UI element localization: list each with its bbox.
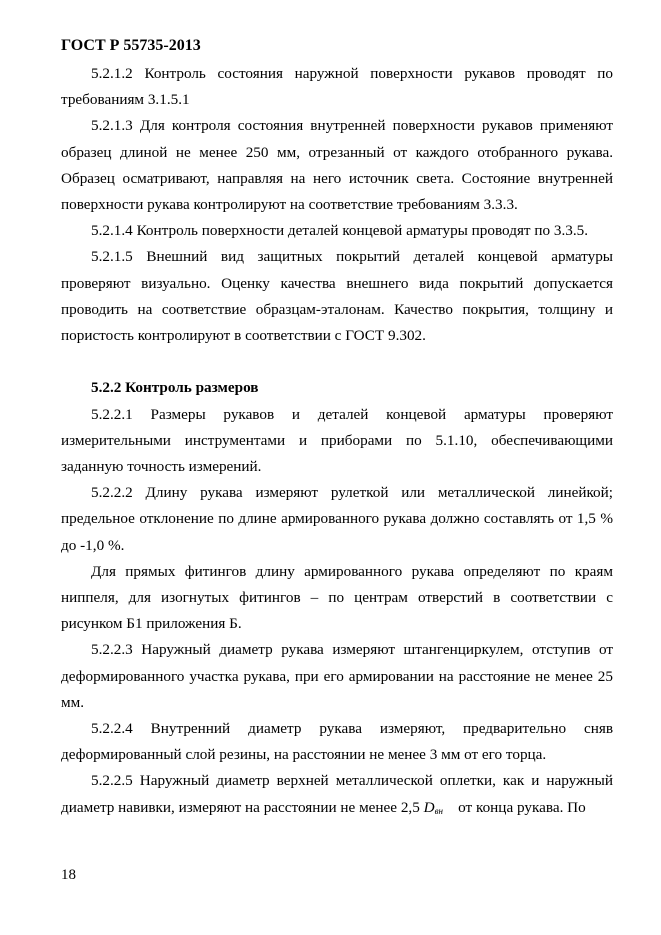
paragraph-5-2-1-3: 5.2.1.3 Для контроля состояния внутренней поверхности рукавов применяют образец длиной не менее 250 мм, отрезанный от каждого отобранного рукава. Образец осматривают, направляя на него источник света. Состояние внутренней поверхности рукава контролируют на соответствие требованиям 3.3.3.: [61, 117, 613, 214]
page-body: [61, 61, 613, 821]
paragraph-5-2-1-5: 5.2.1.5 Внешний вид защитных покрытий деталей концевой арматуры проверяют визуально. Оценку качества внешнего вида покрытий допускается проводить на соответствие образцам-эталонам. Качество покрытия, толщину и пористость контролируют в соответствии с ГОСТ 9.302.: [61, 248, 613, 345]
paragraph-5-2-2-3: 5.2.2.3 Наружный диаметр рукава измеряют штангенциркулем, отступив от деформированного участка рукава, при его армировании на расстояние не менее 25 мм.: [61, 641, 613, 711]
standard-title: ГОСТ Р 55735-2013: [61, 37, 201, 54]
section-heading: 5.2.2 Контроль размеров: [91, 379, 259, 397]
diameter-subscript: вн: [434, 805, 443, 816]
paragraph-5-2-2-5-text: 5.2.2.5 Наружный диаметр верхней металлической оплетки, как и наружный диаметр навивки, измеряют на расстоянии не менее 2,5: [61, 772, 613, 816]
paragraph-straight-fittings: Для прямых фитингов длину армированного рукава определяют по краям ниппеля, для изогнутых фитингов – по центрам отверстий в соответствии с рисунком Б1 приложения Б.: [61, 562, 613, 633]
paragraph-5-2-2-5: [61, 768, 613, 820]
paragraph-5-2-2-4: 5.2.2.4 Внутренний диаметр рукава измеряют, предварительно сняв деформированный слой резины, на расстоянии не менее 3 мм от его торца.: [61, 720, 613, 764]
paragraph-5-2-2-1: 5.2.2.1 Размеры рукавов и деталей концевой арматуры проверяют измерительными инструментами и приборами по 5.1.10, обеспечивающими заданную точность измерений.: [61, 405, 613, 476]
paragraph-5-2-2-2: 5.2.2.2 Длину рукава измеряют рулеткой или металлической линейкой; предельное отклонение по длине армированного рукава должно составлять от 1,5 % до -1,0 %.: [61, 484, 613, 554]
page-number: 18: [61, 867, 76, 883]
diameter-symbol: D: [423, 798, 435, 816]
paragraph-5-2-1-2: 5.2.1.2 Контроль состояния наружной поверхности рукавов проводят по требованиям 3.1.5.1: [61, 65, 613, 109]
paragraph-5-2-2-5-tail: от конца рукава. По: [442, 798, 586, 816]
paragraph-5-2-1-4: 5.2.1.4 Контроль поверхности деталей концевой арматуры проводят по 3.3.5.: [91, 222, 589, 240]
section-spacer: [61, 349, 613, 375]
